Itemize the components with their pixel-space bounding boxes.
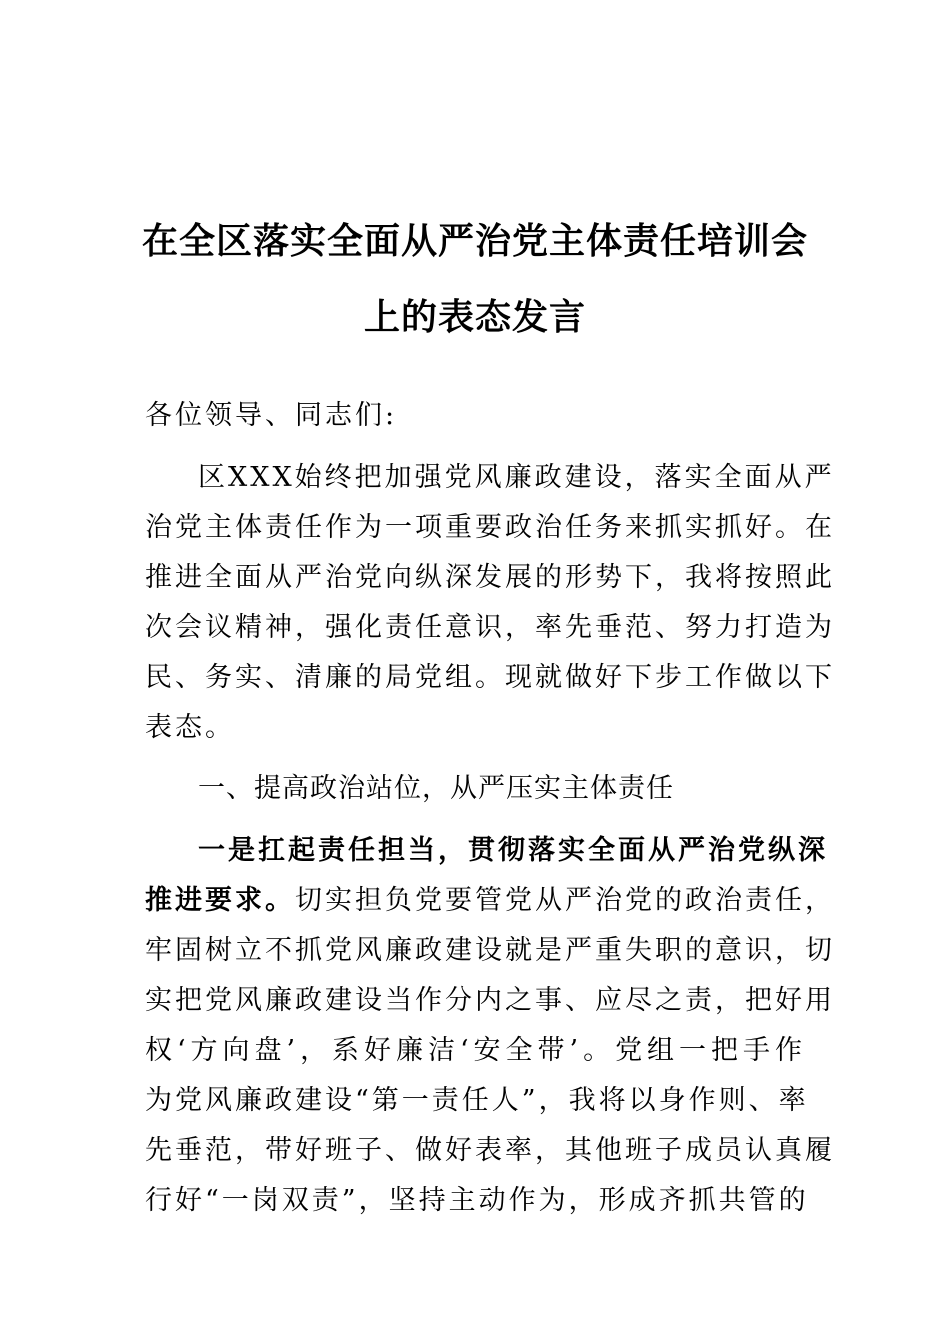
point-1-line-2 (145, 883, 835, 919)
point-1-bold-line-1: 一是扛起责任担当，贯彻落实全面从严治党纵深 (198, 835, 828, 866)
point-1-line-7: 先垂范，带好班子、做好表率，其他班子成员认真履 (145, 1135, 835, 1166)
intro-line-3: 推进全面从严治党向纵深发展的形势下，我将按照此 (145, 562, 835, 593)
section-1-heading: 一、提高政治站位，从严压实主体责任 (198, 773, 674, 804)
intro-line-5: 民、务实、清廉的局党组。现就做好下步工作做以下 (145, 662, 835, 693)
point-1-line-8: 行好“一岗双责”，坚持主动作为，形成齐抓共管的 (145, 1185, 809, 1216)
document-title-line-2: 上的表态发言 (363, 297, 586, 338)
point-1-bold-line-2: 推进要求。 (145, 885, 295, 916)
salutation: 各位领导、同志们: (145, 400, 398, 431)
intro-line-2: 治党主体责任作为一项重要政治任务来抓实抓好。在 (145, 512, 835, 543)
point-1-line-4: 实把党风廉政建设当作分内之事、应尽之责，把好用 (145, 985, 835, 1016)
intro-line-6: 表态。 (145, 712, 235, 743)
intro-line-4: 次会议精神，强化责任意识，率先垂范、努力打造为 (145, 612, 835, 643)
document-title-line-1: 在全区落实全面从严治党主体责任培训会 (141, 221, 808, 262)
point-1-line-3: 牢固树立不抓党风廉政建设就是严重失职的意识，切 (145, 935, 835, 966)
point-1-line-6: 为党风廉政建设“第一责任人”，我将以身作则、率 (145, 1085, 809, 1116)
point-1-line-5: 权‘方向盘’，系好廉洁‘安全带’。党组一把手作 (145, 1035, 805, 1066)
point-1-rest-line-2: 切实担负党要管党从严治党的政治责任， (295, 885, 835, 916)
intro-line-1: 区XXX始终把加强党风廉政建设，落实全面从严 (198, 462, 835, 493)
